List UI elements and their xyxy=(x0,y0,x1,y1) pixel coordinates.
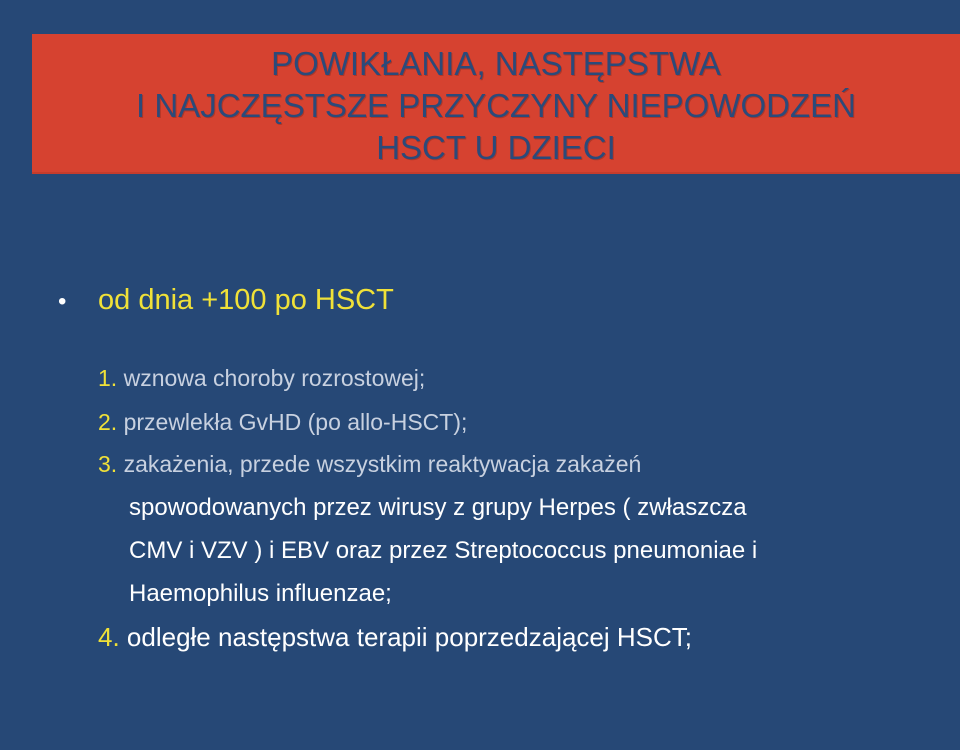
list-number: 4. xyxy=(98,622,120,652)
list-text: odległe następstwa terapii poprzedzającej HSCT; xyxy=(119,622,693,652)
list-number: 2. xyxy=(98,409,118,435)
list-number: 3. xyxy=(98,451,118,477)
bullet-dot-icon: • xyxy=(58,288,67,315)
title-line-2: I NAJCZĘSTSZE PRZYCZYNY NIEPOWODZEŃ xyxy=(136,87,856,124)
list-text: przewlekła GvHD (po allo-HSCT); xyxy=(117,409,468,435)
list-number: 1. xyxy=(98,365,118,391)
list-item-3-continuation-1: spowodowanych przez wirusy z grupy Herpes ( zwłaszcza xyxy=(129,494,747,521)
list-item-4 xyxy=(98,621,692,653)
list-text: wznowa choroby rozrostowej; xyxy=(117,365,426,391)
bullet-text: od dnia +100 po HSCT xyxy=(98,284,394,316)
list-item-2 xyxy=(98,408,467,436)
list-item-3-continuation-3: Haemophilus influenzae; xyxy=(129,580,392,607)
list-item-1 xyxy=(98,364,425,392)
list-item-3-continuation-2: CMV i VZV ) i EBV oraz przez Streptococcus pneumoniae i xyxy=(129,537,758,564)
title-line-3: HSCT U DZIECI xyxy=(376,129,616,166)
list-text: zakażenia, przede wszystkim reaktywacja zakażeń xyxy=(117,451,642,477)
title-line-1: POWIKŁANIA, NASTĘPSTWA xyxy=(271,45,721,82)
title-box xyxy=(32,34,960,174)
list-item-3 xyxy=(98,450,641,478)
